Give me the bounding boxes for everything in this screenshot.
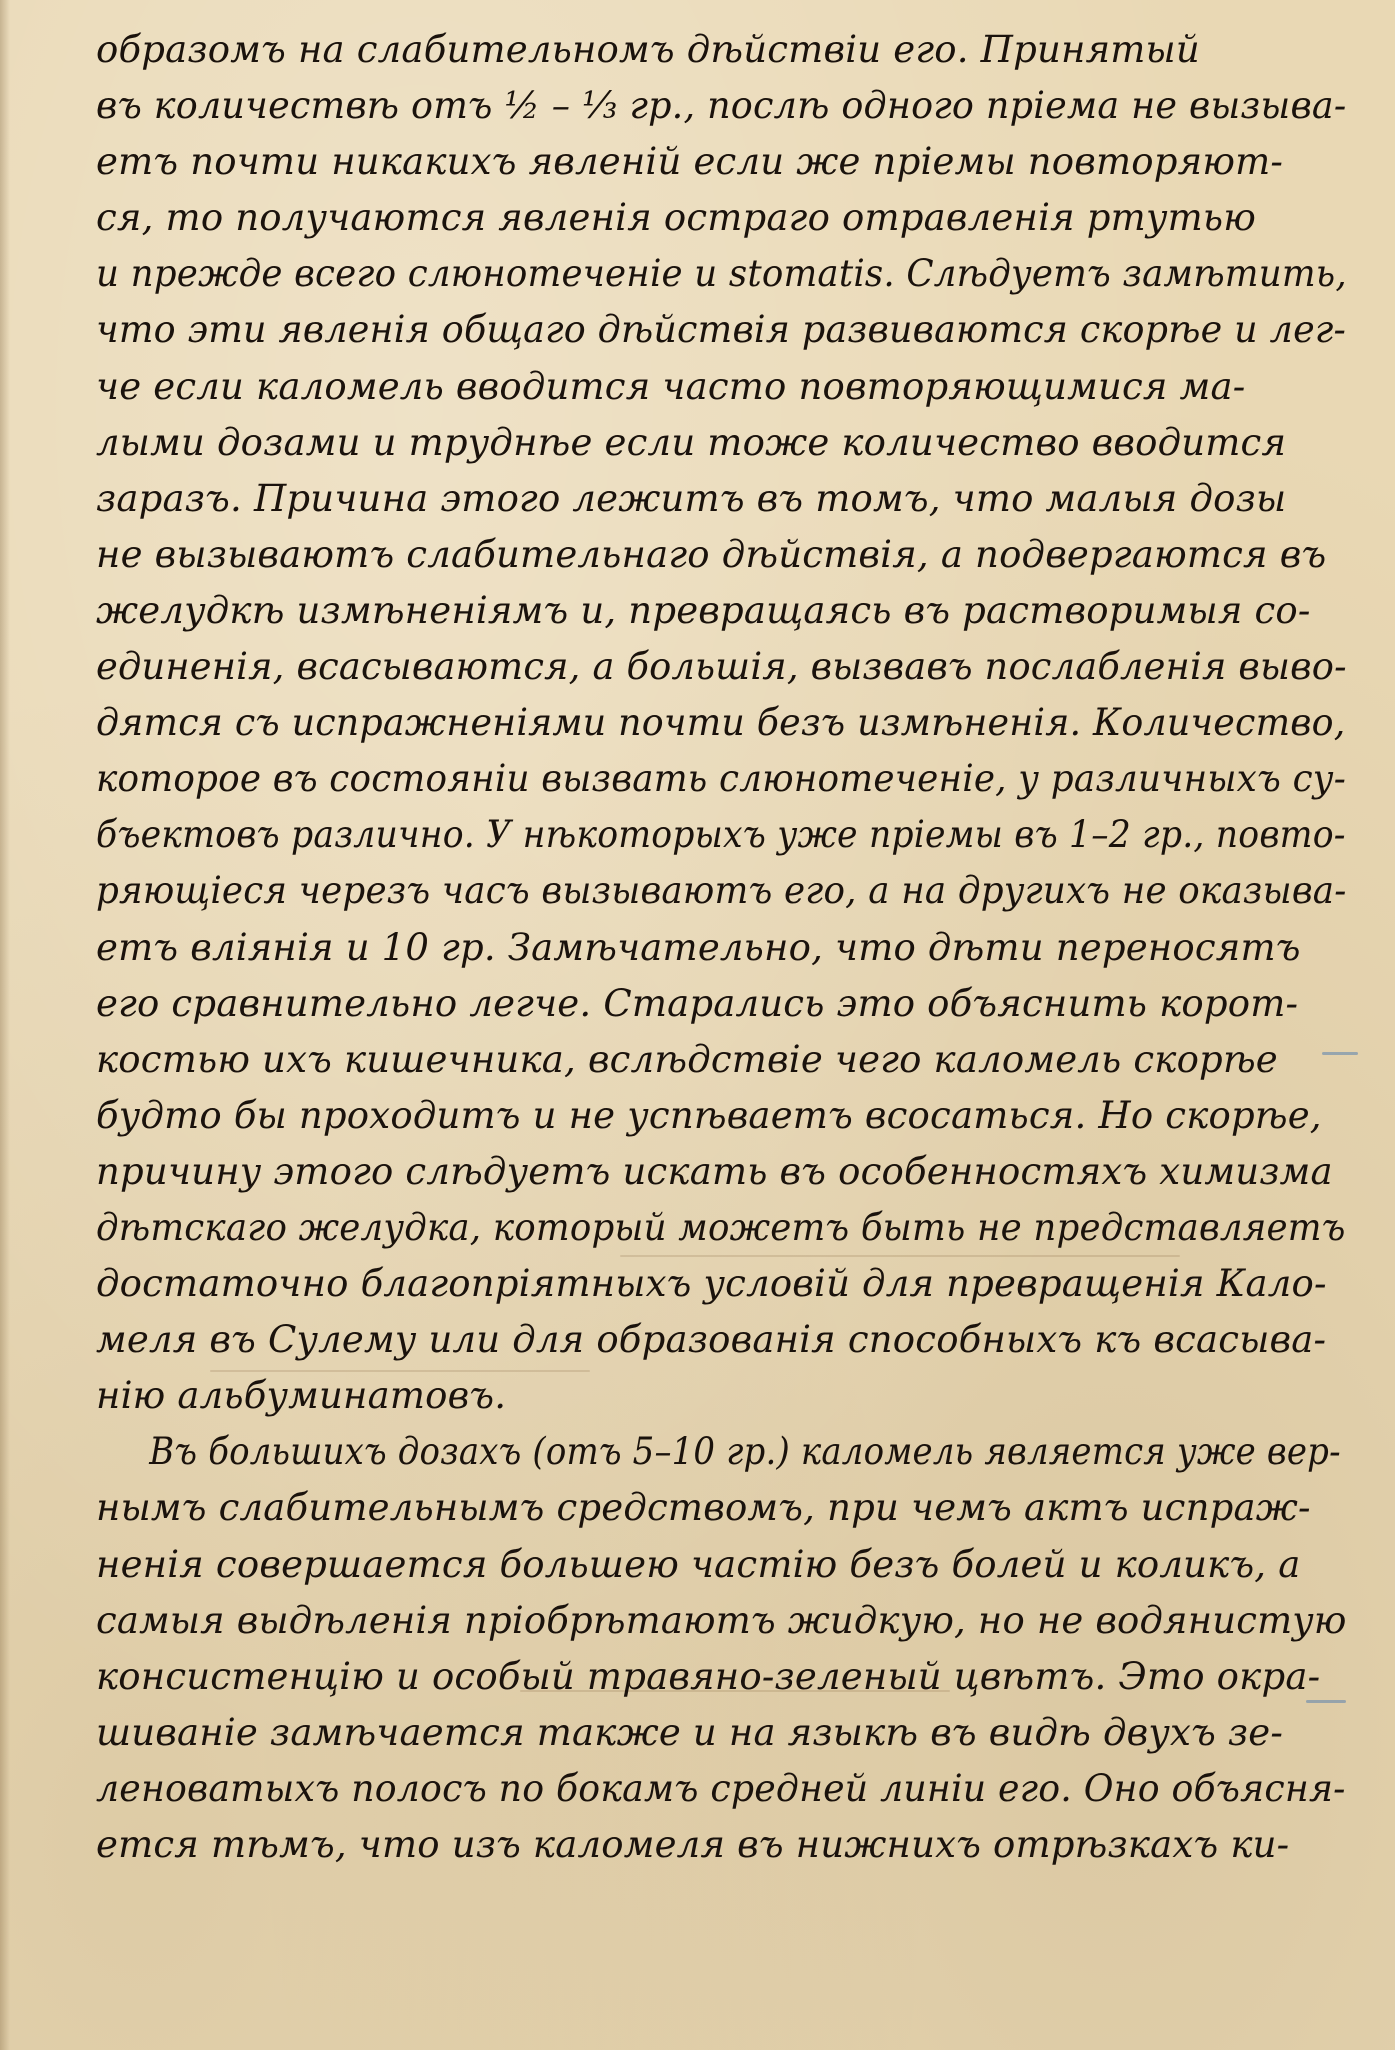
text-line: достаточно благопріятныхъ условій для превращенія Кало- xyxy=(96,1262,1327,1306)
text-line: нію альбуминатовъ. xyxy=(96,1374,507,1418)
text-line: единенія, всасываются, а большія, вызвавъ послабленія выво- xyxy=(96,645,1347,689)
text-line: дятся съ испражненіями почти безъ измѣненія. Количество, xyxy=(96,701,1346,745)
text-line: леноватыхъ полосъ по бокамъ средней линіи его. Оно объясня- xyxy=(96,1766,1346,1810)
text-line: что эти явленія общаго дѣйствія развиваются скорѣе и лег- xyxy=(96,308,1347,352)
text-line: причину этого слѣдуетъ искать въ особенностяхъ химизма xyxy=(96,1149,1333,1193)
text-line: самыя выдѣленія пріобрѣтаютъ жидкую, но не водянистую xyxy=(96,1598,1347,1642)
text-line: и прежде всего слюнотеченіе и stomatis. Слѣдуетъ замѣтить, xyxy=(96,252,1347,296)
text-line: че если каломель вводится часто повторяющимися ма- xyxy=(96,364,1246,408)
text-line: желудкѣ измѣненіямъ и, превращаясь въ растворимыя со- xyxy=(96,588,1311,632)
text-line: бъектовъ различно. У нѣкоторыхъ уже пріемы въ 1–2 гр., повто- xyxy=(96,813,1346,857)
text-line: въ количествѣ отъ ½ – ⅓ гр., послѣ одного пріема не вызыва- xyxy=(96,84,1347,128)
text-line: дѣтскаго желудка, который можетъ быть не представляетъ xyxy=(96,1205,1346,1249)
text-line: его сравнительно легче. Старались это объяснить корот- xyxy=(96,981,1299,1025)
handwritten-text-block xyxy=(96,22,1346,1873)
text-line: консистенцію и особый травяно-зеленый цвѣтъ. Это окра- xyxy=(96,1654,1321,1698)
text-line: ся, то получаются явленія остраго отравленія ртутью xyxy=(96,196,1257,240)
text-line: заразъ. Причина этого лежитъ въ томъ, что малыя дозы xyxy=(96,476,1287,520)
text-line: костью ихъ кишечника, вслѣдствіе чего каломель скорѣе xyxy=(96,1037,1278,1081)
text-line: нымъ слабительнымъ средствомъ, при чемъ актъ испраж- xyxy=(96,1486,1311,1530)
text-line: ряющіеся черезъ часъ вызываютъ его, а на другихъ не оказыва- xyxy=(96,869,1347,913)
text-line: будто бы проходитъ и не успѣваетъ всосаться. Но скорѣе, xyxy=(96,1093,1322,1137)
page-edge-shadow xyxy=(0,0,10,2050)
text-line: меля въ Сулему или для образованія способныхъ къ всасыва- xyxy=(96,1318,1327,1362)
text-line: не вызываютъ слабительнаго дѣйствія, а подвергаются въ xyxy=(96,532,1327,576)
text-line: ется тѣмъ, что изъ каломеля въ нижнихъ отрѣзкахъ ки- xyxy=(96,1823,1290,1866)
text-line: образомъ на слабительномъ дѣйствіи его. Принятый xyxy=(96,28,1200,71)
text-line: етъ вліянія и 10 гр. Замѣчательно, что дѣти переносятъ xyxy=(96,925,1301,969)
text-line: етъ почти никакихъ явленій если же пріемы повторяют- xyxy=(96,140,1284,184)
text-line: шиваніе замѣчается также и на языкѣ въ видѣ двухъ зе- xyxy=(96,1710,1284,1754)
text-line: ненія совершается большею частію безъ болей и коликъ, а xyxy=(96,1542,1301,1586)
text-line: которое въ состояніи вызвать слюнотеченіе, у различныхъ су- xyxy=(96,757,1346,801)
paragraph-start-line: Въ большихъ дозахъ (отъ 5–10 гр.) каломель является уже вер- xyxy=(149,1430,1341,1474)
text-line: лыми дозами и труднѣе если тоже количество вводится xyxy=(96,420,1287,464)
